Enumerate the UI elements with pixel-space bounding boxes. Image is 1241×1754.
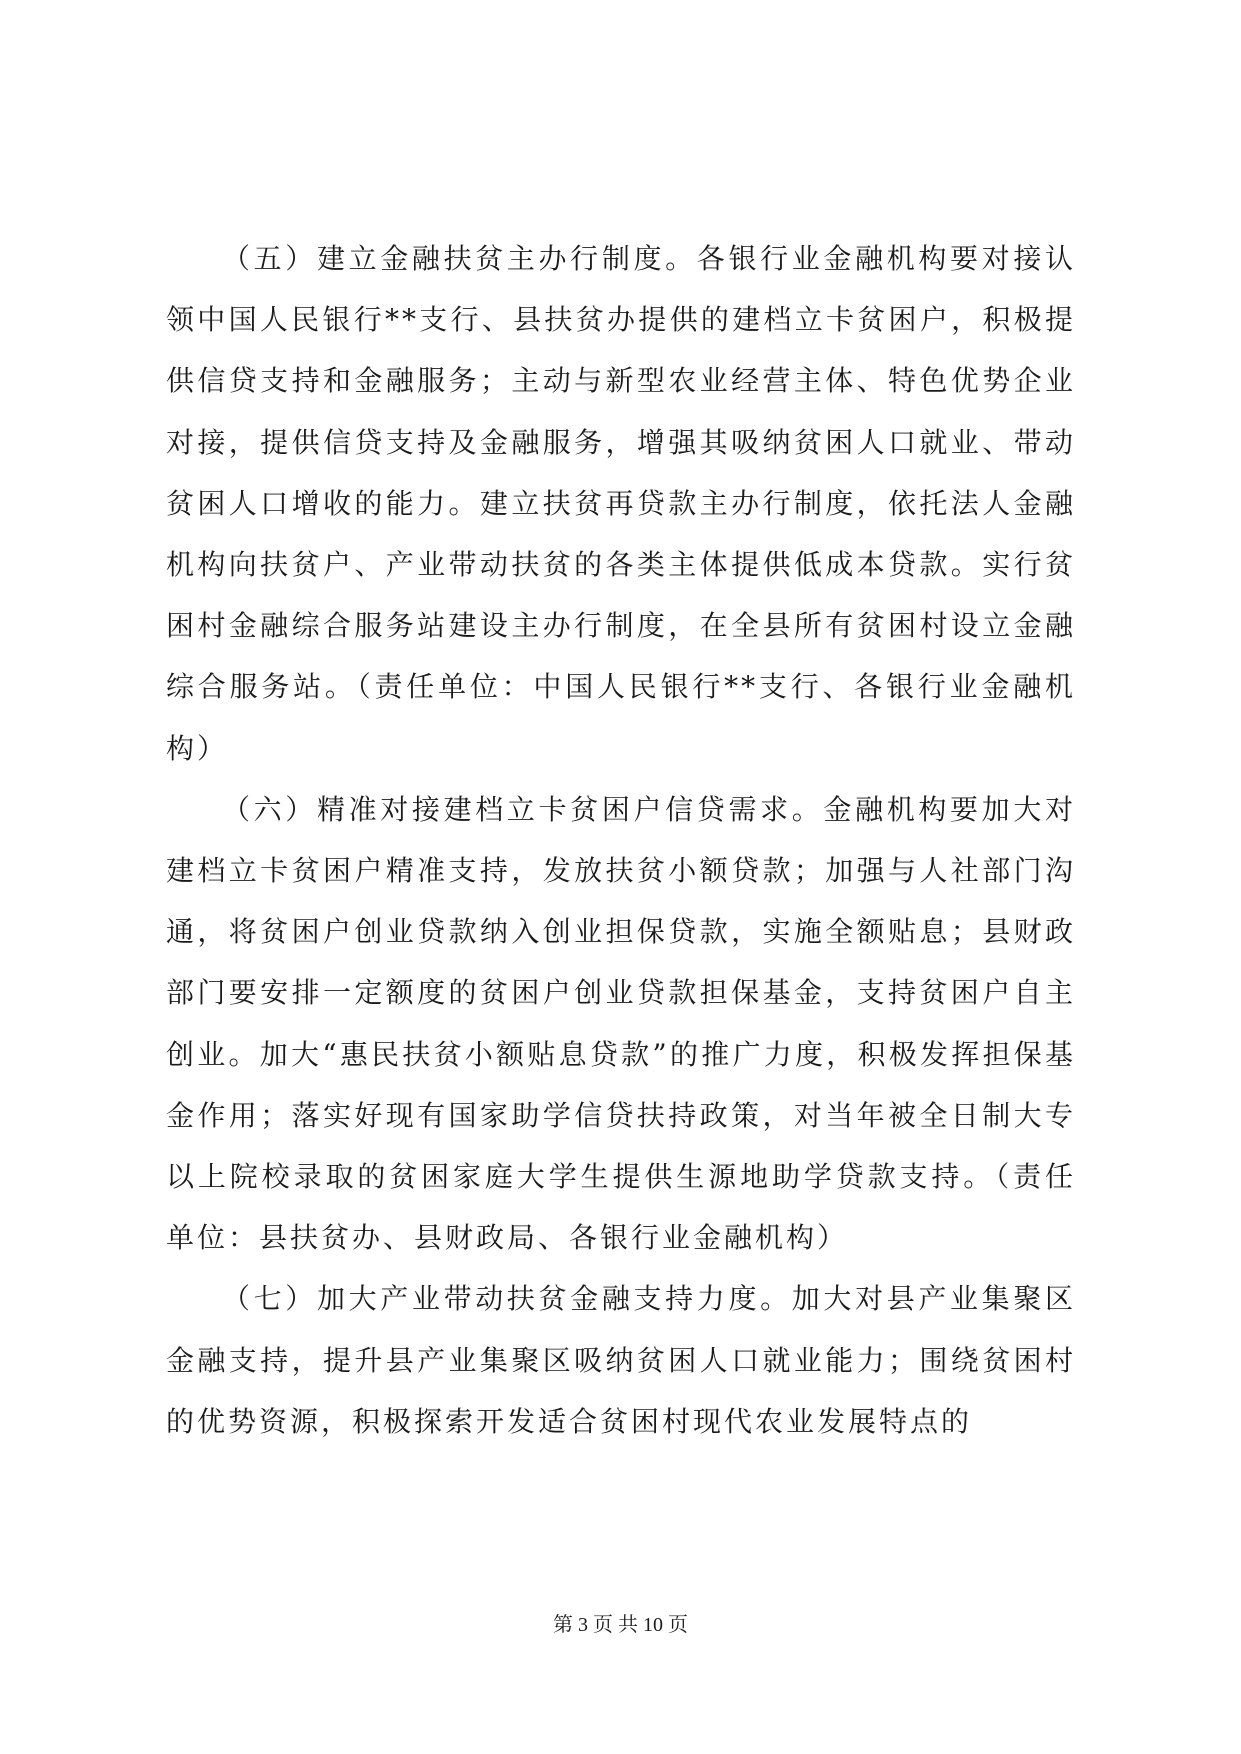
paragraph-section-7: （七）加大产业带动扶贫金融支持力度。加大对县产业集聚区金融支持，提升县产业集聚区吸纳贫困人口就业能力；围绕贫困村的优势资源，积极探索开发适合贫困村现代农业发展特点的 (166, 1282, 1076, 1438)
paragraph-section-5: （五）建立金融扶贫主办行制度。各银行业金融机构要对接认领中国人民银行**支行、县扶贫办提供的建档立卡贫困户，积极提供信贷支持和金融服务；主动与新型农业经营主体、特色优势企业对接，提供信贷支持及金融服务，增强其吸纳贫困人口就业、带动贫困人口增收的能力。建立扶贫再贷款主办行制度，依托法人金融机构向扶贫户、产业带动扶贫的各类主体提供低成本贷款。实行贫困村金融综合服务站建设主办行制度，在全县所有贫困村设立金融综合服务站。（责任单位：中国人民银行**支行、各银行业金融机构） (166, 242, 1076, 765)
page-number-footer: 第 3 页 共 10 页 (553, 1614, 688, 1636)
body-text (166, 228, 1076, 1452)
paragraph-section-6: （六）精准对接建档立卡贫困户信贷需求。金融机构要加大对建档立卡贫困户精准支持，发放扶贫小额贷款；加强与人社部门沟通，将贫困户创业贷款纳入创业担保贷款，实施全额贴息；县财政部门要安排一定额度的贫困户创业贷款担保基金，支持贫困户自主创业。加大“惠民扶贫小额贴息贷款”的推广力度，积极发挥担保基金作用；落实好现有国家助学信贷扶持政策，对当年被全日制大专以上院校录取的贫困家庭大学生提供生源地助学贷款支持。（责任单位：县扶贫办、县财政局、各银行业金融机构） (166, 792, 1076, 1255)
